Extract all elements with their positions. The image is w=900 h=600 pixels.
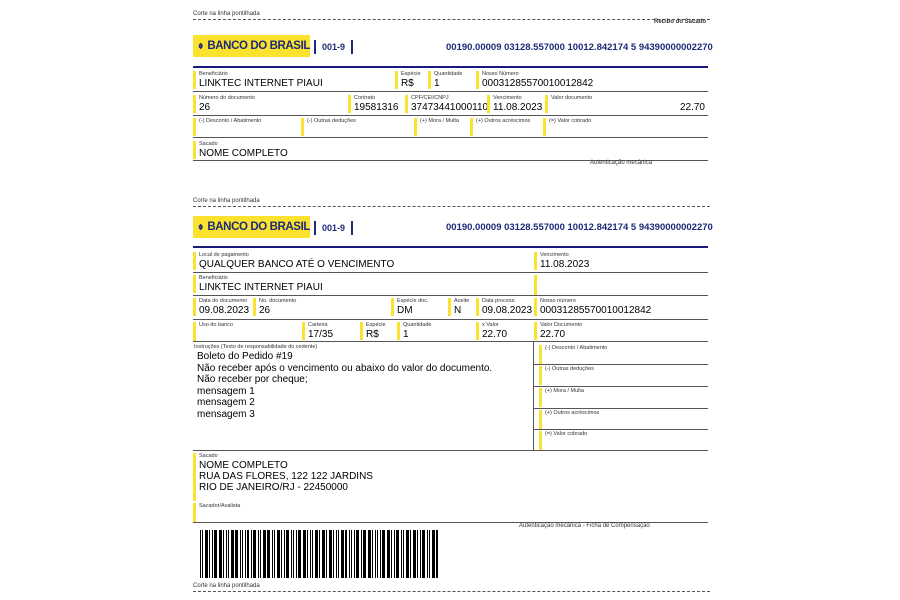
barcode-bar [420, 530, 421, 578]
slip-instrucoes [194, 344, 530, 420]
barcode-bar [298, 530, 301, 578]
barcode-bar [351, 530, 352, 578]
bank-name: BANCO DO BRASIL [207, 40, 310, 52]
barcode-bar [329, 530, 332, 578]
receipt-outros-acrescimos: (+) Outros acréscimos [470, 118, 542, 136]
receipt-outras-deducoes: (-) Outras deduções [301, 118, 410, 136]
barcode-bar [226, 530, 227, 578]
barcode-bar [422, 530, 425, 578]
barcode-bar [396, 530, 399, 578]
instrucao-line: mensagem 3 [197, 408, 255, 420]
barcode-bar [377, 530, 378, 578]
slip-nosso-numero: Nosso número 00031285570010012842 [534, 298, 708, 316]
barcode-bar [253, 530, 256, 578]
barcode-bar [315, 530, 318, 578]
barcode-bar [205, 530, 208, 578]
barcode-bar [281, 530, 282, 578]
barcode-bar [242, 530, 243, 578]
slip-outras-deducoes: (-) Outras deduções [539, 366, 708, 385]
receipt-autenticacao: Autenticação mecânica [590, 160, 653, 166]
receipt-contrato: Contrato 19581316 [348, 95, 403, 113]
barcode-bar [413, 530, 416, 578]
sacado-line: RIO DE JANEIRO/RJ - 22450000 [199, 482, 348, 493]
barcode-bar [354, 530, 355, 578]
bank-code-number: 001-9 [322, 42, 346, 52]
barcode-bar [258, 530, 259, 578]
banco-do-brasil-icon [197, 38, 204, 54]
recibo-label: Recibo do Sacado [654, 19, 707, 25]
cut-line-label-middle: Corte na linha pontilhada [193, 198, 260, 204]
slip-autenticacao: Autenticação mecânica - Ficha de Compensação [519, 523, 650, 529]
bank-code [314, 40, 353, 54]
receipt-especie: Espécie R$ [395, 71, 425, 89]
barcode-bar [345, 530, 348, 578]
slip-sacado: Sacado NOME COMPLETO RUA DAS FLORES, 122 122 JARDINS RIO DE JANEIRO/RJ - 22450000 [193, 453, 708, 501]
barcode-bar [245, 530, 246, 578]
receipt-desconto: (-) Desconto / Abatimento [193, 118, 297, 136]
cut-line-bottom [193, 591, 710, 592]
barcode-bar [349, 530, 350, 578]
bank-code-number: 001-9 [322, 223, 346, 233]
receipt-numero-documento: Número do documento 26 [193, 95, 343, 113]
barcode-bar [310, 530, 311, 578]
slip-especie: Espécie R$ [360, 322, 395, 340]
instrucoes-label: Instruções (Texto de responsabilidade do cedente) [194, 344, 318, 350]
barcode-bar [223, 530, 224, 578]
receipt-nosso-numero: Nosso Número 00031285570010012842 [476, 71, 708, 89]
barcode-bar [356, 530, 359, 578]
barcode-bar [391, 530, 392, 578]
slip-valor-cobrado: (=) Valor cobrado [539, 431, 708, 450]
barcode-bar [286, 530, 289, 578]
barcode-bar [403, 530, 404, 578]
header-rule-slip [193, 246, 708, 248]
bank-logo [193, 35, 310, 57]
instrucao-line: Não receber após o vencimento ou abaixo do valor do documento. [197, 362, 493, 374]
barcode-bar [401, 530, 402, 578]
barcode-bar [319, 530, 320, 578]
receipt-cpf-cnpj: CPF/CEI/CNPJ 37473441000110 [405, 95, 485, 113]
slip-data-documento: Data do documento 09.08.2023 [193, 298, 251, 316]
slip-numero-documento: No. documento 26 [253, 298, 388, 316]
slip-sacador: Sacador/Avalista [193, 503, 708, 522]
receipt-beneficiario: Beneficiário LINKTEC INTERNET PIAUI [193, 71, 393, 89]
barcode-bar [251, 530, 252, 578]
barcode-bar [200, 530, 201, 578]
barcode-bar [202, 530, 203, 578]
receipt-vencimento: Vencimento 11.08.2023 [487, 95, 542, 113]
barcode-bar [406, 530, 409, 578]
barcode-bar [410, 530, 411, 578]
barcode-bar [291, 530, 292, 578]
barcode-bar [341, 530, 344, 578]
receipt-valor-cobrado: (=) Valor cobrado [543, 118, 708, 136]
barcode-bar [375, 530, 376, 578]
barcode-bar [336, 530, 337, 578]
digitable-line-slip: 00190.00009 03128.557000 10012.842174 5 94390000002270 [446, 222, 713, 233]
barcode-bar [338, 530, 339, 578]
barcode-bar [312, 530, 313, 578]
slip-data-processamento: Data process. 09.08.2023 [476, 298, 531, 316]
slip-aceite: Aceite N [448, 298, 474, 316]
barcode-bar [231, 530, 234, 578]
barcode-bar [209, 530, 210, 578]
barcode-bar [274, 530, 275, 578]
slip-outros-acrescimos: (+) Outros acréscimos [539, 410, 708, 429]
barcode-bar [427, 530, 428, 578]
barcode-bar [326, 530, 327, 578]
barcode-bar [361, 530, 362, 578]
instrucao-line: Boleto do Pedido #19 [197, 351, 293, 362]
barcode-bar [228, 530, 229, 578]
barcode-bar [303, 530, 306, 578]
barcode-bar [284, 530, 285, 578]
barcode-bar [293, 530, 294, 578]
barcode-bar [417, 530, 418, 578]
digitable-line: 00190.00009 03128.557000 10012.842174 5 94390000002270 [446, 42, 713, 53]
barcode-bar [267, 530, 270, 578]
slip-local-pagamento: Local de pagamento QUALQUER BANCO ATÉ O VENCIMENTO [193, 252, 530, 270]
slip-quantidade: Quantidade 1 [397, 322, 473, 340]
receipt-sacado: Sacado NOME COMPLETO [193, 141, 708, 159]
barcode-bar [382, 530, 385, 578]
instrucao-line: mensagem 1 [197, 385, 255, 397]
slip-valor-documento: Valor Documento 22.70 [534, 322, 708, 340]
barcode-bar [212, 530, 213, 578]
barcode-bar [432, 530, 435, 578]
barcode-bar [394, 530, 395, 578]
barcode-bar [263, 530, 266, 578]
header-rule [193, 66, 708, 68]
barcode-bar [240, 530, 241, 578]
barcode-bar [277, 530, 280, 578]
bank-name: BANCO DO BRASIL [207, 221, 310, 233]
barcode-bar [219, 530, 222, 578]
instrucao-line: Não receber por cheque; [197, 374, 308, 385]
barcode-bar [436, 530, 439, 578]
barcode-bar [260, 530, 261, 578]
instrucao-line: mensagem 2 [197, 397, 255, 408]
barcode-bar [214, 530, 217, 578]
receipt-valor-documento: Valor documento 22.70 [545, 95, 708, 113]
slip-beneficiario: Beneficiário LINKTEC INTERNET PIAUI [193, 275, 530, 293]
cut-line-label-top: Corte na linha pontilhada [193, 11, 260, 17]
bank-code-slip [314, 221, 353, 235]
barcode-bar [368, 530, 371, 578]
slip-x-valor: x Valor 22.70 [476, 322, 531, 340]
sacado-line: RUA DAS FLORES, 122 122 JARDINS [199, 471, 373, 482]
barcode-bar [307, 530, 308, 578]
barcode-bar [296, 530, 297, 578]
barcode-bar [322, 530, 325, 578]
banco-do-brasil-icon [197, 219, 204, 235]
slip-vencimento: Vencimento 11.08.2023 [534, 252, 708, 270]
bank-logo-slip [193, 216, 310, 238]
barcode-bar [429, 530, 430, 578]
barcode-bar [363, 530, 366, 578]
slip-carteira: Carteira 17/35 [302, 322, 358, 340]
slip-especie-doc: Espécie doc. DM [391, 298, 446, 316]
barcode-bar [387, 530, 390, 578]
instrucoes-divider [533, 341, 534, 450]
sacado-line: NOME COMPLETO [199, 460, 288, 471]
receipt-mora-multa: (+) Mora / Multa [414, 118, 469, 136]
barcode-bar [247, 530, 250, 578]
slip-uso-banco: Uso do banco [193, 322, 298, 341]
barcode-bar [380, 530, 381, 578]
receipt-quantidade: Quantidade 1 [428, 71, 473, 89]
barcode-bar [372, 530, 373, 578]
slip-agencia [534, 275, 708, 295]
cut-line-middle [193, 206, 710, 207]
barcode-bar [272, 530, 273, 578]
slip-mora-multa: (+) Mora / Multa [539, 388, 708, 407]
cut-line-label-bottom: Corte na linha pontilhada [193, 583, 260, 589]
barcode-bar [235, 530, 238, 578]
cut-line-top [193, 19, 710, 20]
barcode [200, 530, 440, 578]
slip-desconto: (-) Desconto / Abatimento [539, 345, 708, 364]
barcode-bar [333, 530, 334, 578]
